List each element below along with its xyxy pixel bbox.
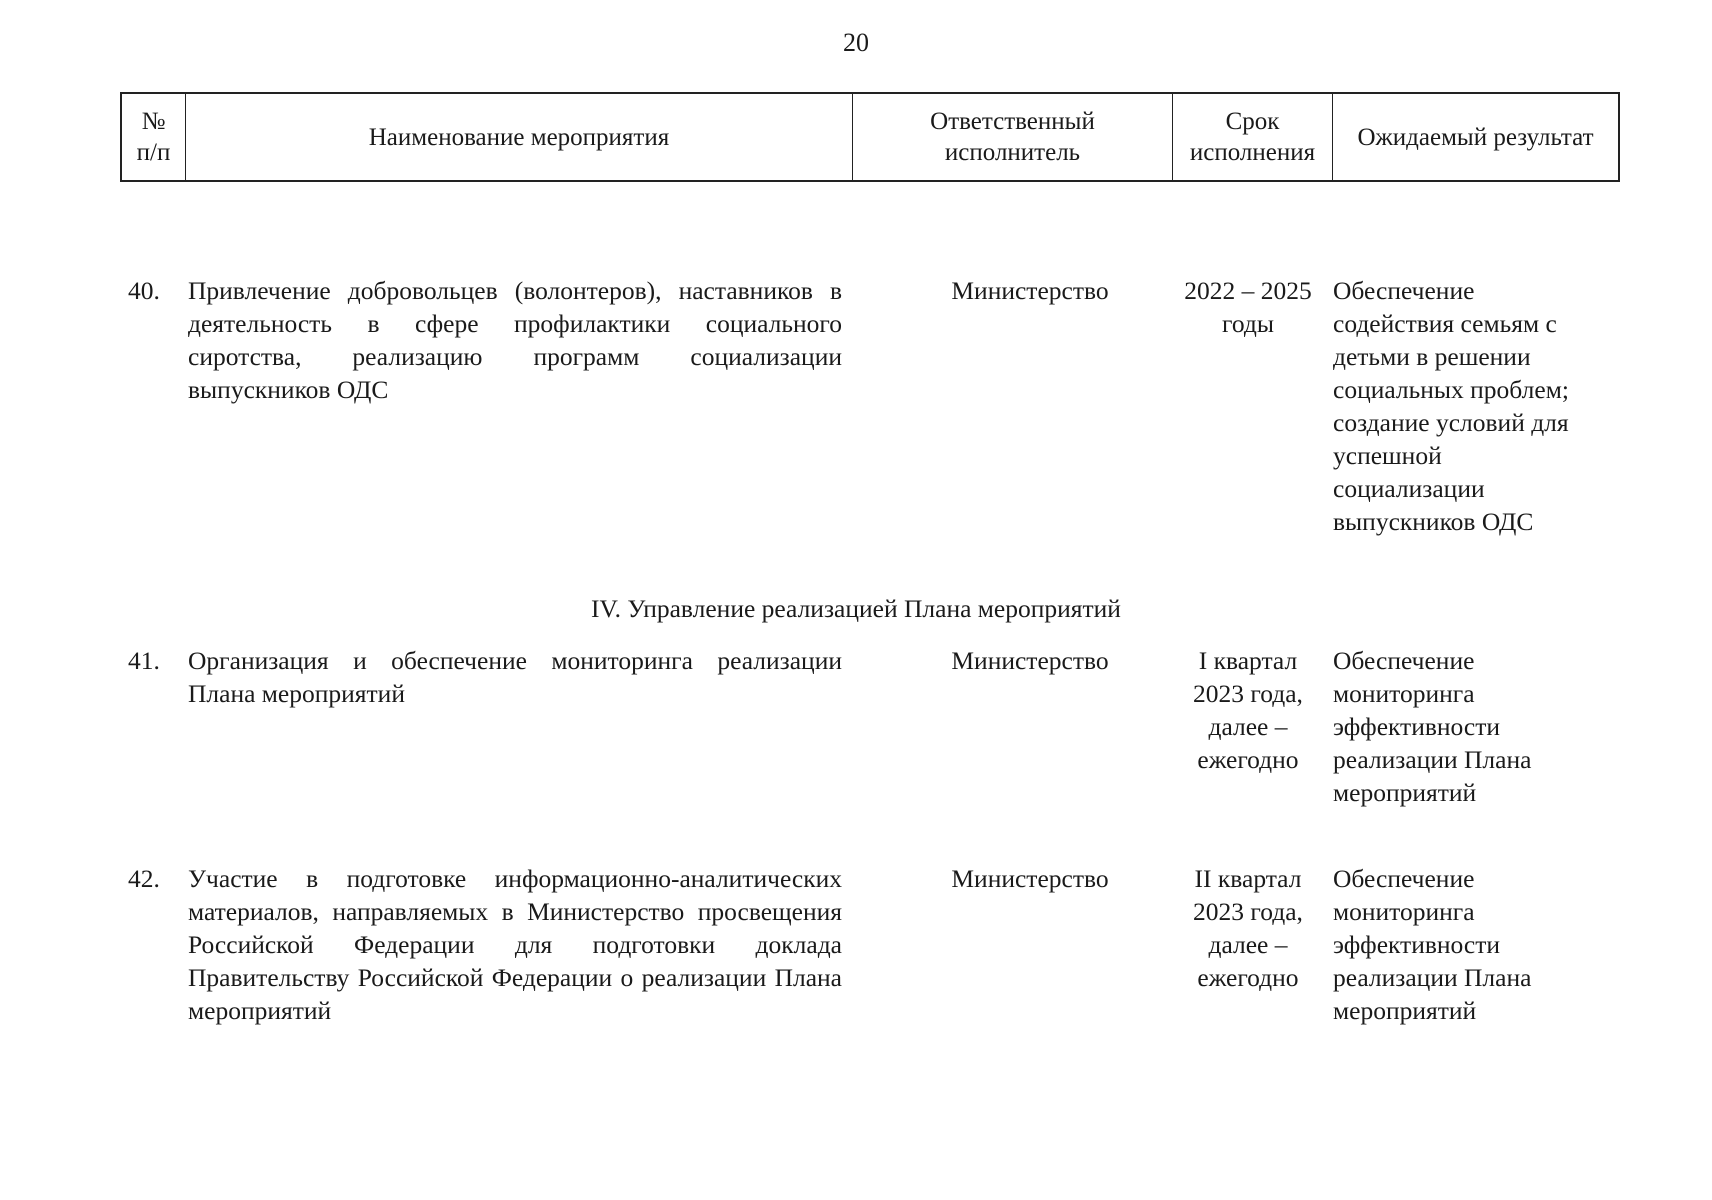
row-result-line: мониторинга	[1333, 897, 1475, 926]
page-number: 20	[843, 28, 869, 57]
row-term-line: 2023 года,	[1193, 679, 1303, 708]
row-result-line: эффективности	[1333, 930, 1501, 959]
header-num-line: №	[141, 108, 166, 135]
row-result-line: реализации Плана	[1333, 745, 1532, 774]
header-responsible-line: Ответственный	[930, 108, 1095, 135]
row-result-line: Обеспечение	[1333, 646, 1475, 675]
row-result	[1333, 862, 1633, 1027]
header-term	[1173, 94, 1333, 180]
row-result-line: социализации	[1333, 474, 1485, 503]
row-result-line: содействия семьям с	[1333, 309, 1557, 338]
row-term-line: I квартал	[1198, 646, 1298, 675]
header-num	[122, 94, 186, 180]
row-term	[1172, 644, 1324, 776]
row-name: Привлечение добровольцев (волонтеров), наставников в деятельность в сфере профилактики социального сиротства, реализацию программ социализации выпускников ОДС	[188, 276, 842, 404]
row-number: 42.	[128, 864, 160, 893]
row-responsible: Министерство	[951, 276, 1109, 305]
row-result-line: создание условий для	[1333, 408, 1569, 437]
row-result-line: мониторинга	[1333, 679, 1475, 708]
row-result-line: выпускников ОДС	[1333, 507, 1534, 536]
section-heading: IV. Управление реализацией Плана мероприятий	[591, 594, 1121, 623]
row-result-line: социальных проблем;	[1333, 375, 1569, 404]
row-term-line: ежегодно	[1197, 963, 1299, 992]
row-name: Участие в подготовке информационно-аналитических материалов, направляемых в Министерство просвещения Российской Федерации для подготовки доклада Правительству Российской Федерации о реализации Плана мероприятий	[188, 864, 842, 1025]
header-responsible-line: исполнитель	[944, 139, 1081, 166]
header-num-line: п/п	[136, 139, 171, 166]
row-result-line: мероприятий	[1333, 996, 1477, 1025]
row-result	[1333, 644, 1633, 809]
header-responsible	[853, 94, 1173, 180]
row-term-line: ежегодно	[1197, 745, 1299, 774]
row-term-line: годы	[1222, 309, 1274, 338]
row-term-line: далее –	[1208, 712, 1288, 741]
row-result-line: Обеспечение	[1333, 276, 1475, 305]
row-result-line: Обеспечение	[1333, 864, 1475, 893]
header-name: Наименование мероприятия	[186, 94, 853, 180]
row-result-line: эффективности	[1333, 712, 1501, 741]
row-responsible: Министерство	[951, 646, 1109, 675]
row-term-line: далее –	[1208, 930, 1288, 959]
header-term-line: исполнения	[1189, 139, 1316, 166]
row-term-line: II квартал	[1194, 864, 1302, 893]
row-number: 41.	[128, 646, 160, 675]
row-term-line: 2023 года,	[1193, 897, 1303, 926]
row-result-line: реализации Плана	[1333, 963, 1532, 992]
row-result-line: детьми в решении	[1333, 342, 1531, 371]
row-number: 40.	[128, 276, 160, 305]
row-result-line: мероприятий	[1333, 778, 1477, 807]
row-term	[1172, 274, 1324, 340]
table-header	[120, 92, 1620, 182]
row-result	[1333, 274, 1633, 538]
header-result: Ожидаемый результат	[1357, 123, 1594, 151]
row-term-line: 2022 – 2025	[1184, 276, 1312, 305]
row-responsible: Министерство	[951, 864, 1109, 893]
row-result-line: успешной	[1333, 441, 1442, 470]
row-name: Организация и обеспечение мониторинга реализации Плана мероприятий	[188, 646, 842, 708]
row-term	[1172, 862, 1324, 994]
header-term-line: Срок	[1225, 108, 1280, 135]
